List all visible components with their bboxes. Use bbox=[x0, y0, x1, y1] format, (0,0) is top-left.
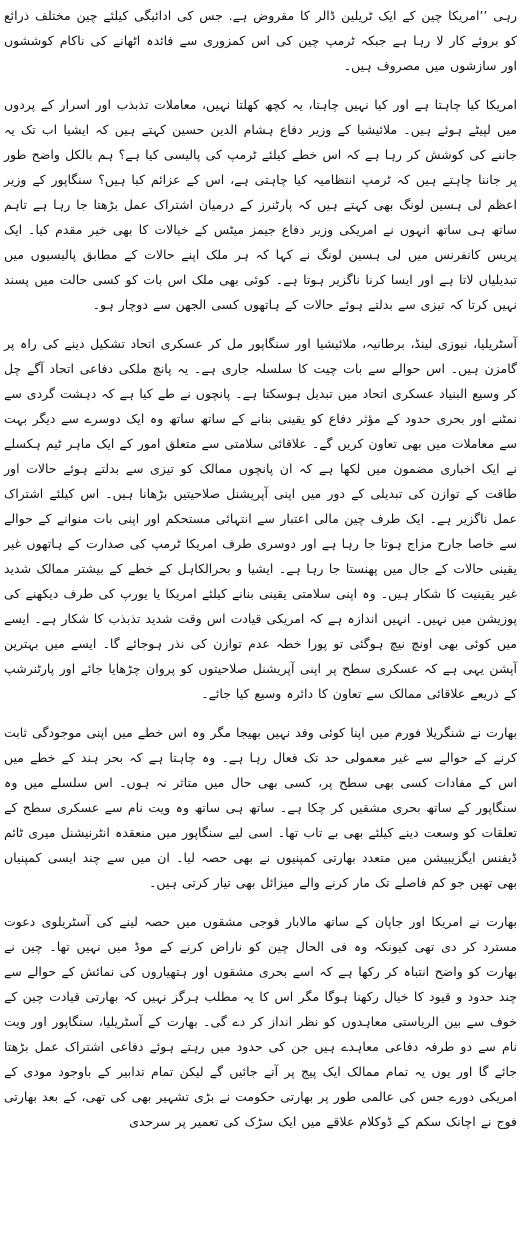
article-paragraph-3: آسٹریلیا، نیوزی لینڈ، برطانیہ، ملائیشیا اور سنگاپور مل کر عسکری اتحاد تشکیل دینے کی راہ پر گامزن ہیں۔ اس حوالے سے بات چیت کا سلسلہ جاری ہے۔ یہ پانچ ملکی دفاعی اتحاد آگے چل کر وسیع البنیاد عسکری اتحاد میں تبدیل ہوسکتا ہے۔ پانچوں نے طے کیا ہے کہ دہشت گردی سے نمٹنے اور بحری حدود کے مؤثر دفاع کو یقینی بنانے کے ساتھ ساتھ وہ ایک دوسرے سے دیگر بہت سے معاملات میں بھی تعاون کریں گے۔ علاقائی سلامتی سے متعلق امور کے ایک ماہر ٹیم ہکسلے نے ایک اخباری مضمون میں لکھا ہے کہ ان پانچوں ممالک کو تیزی سے بدلتے ہوئے حالات اور طاقت کے توازن کی تبدیلی کے دور میں اپنی آپریشنل صلاحیتیں بڑھانا ہیں۔ اس کیلئے اشتراک عمل ناگزیر ہے۔ ایک طرف چین مالی اعتبار سے انتہائی مستحکم اور اپنی بات منوانے کے حوالے سے خاصا جارح مزاج ہوتا جا رہا ہے اور دوسری طرف امریکا ٹرمپ کی صدارت کے ہاتھوں غیر یقینی حالات کے جال میں پھنستا جا رہا ہے۔ ایشیا و بحرالکاہل کے خطے کے بیشتر ممالک شدید غیر یقینیت کا شکار ہیں۔ وہ اپنی سلامتی یقینی بنانے کیلئے امریکا یا یورپ کی طرف دیکھنے کی پوزیشن میں نہیں۔ انہیں اندازہ ہے کہ امریکی قیادت اس وقت شدید تذبذب کا شکار ہے۔ ایسے میں کوئی بھی اونچ نیچ ہوگئی تو پورا خطہ عدم توازن کی نذر ہوجائے گا۔ ایسے میں بہترین آپشن یہی ہے کہ عسکری سطح پر اپنی آپریشنل صلاحیتوں کو پروان چڑھایا جائے اور پارٹنرشپ کے ذریعے علاقائی ممالک سے تعاون کا دائرہ وسیع کیا جائے۔ bbox=[4, 336, 517, 701]
article-paragraph-4: بھارت نے شنگریلا فورم میں اپنا کوئی وفد نہیں بھیجا مگر وہ اس خطے میں اپنی موجودگی ثابت کرنے کے حوالے سے غیر معمولی حد تک فعال رہا ہے۔ وہ چاہتا ہے کہ بحر ہند کے خطے میں اس کے مفادات کسی بھی سطح پر، کسی بھی حال میں متاثر نہ ہوں۔ اس سلسلے میں وہ سنگاپور کے ساتھ بحری مشقیں کر چکا ہے۔ ساتھ ہی ساتھ وہ ویت نام سے عسکری سطح کے تعلقات کو وسعت دینے کیلئے بھی بے تاب تھا۔ اسی لیے سنگاپور میں منعقدہ انٹرنیشنل میری ٹائم ڈیفنس ایگزیبیشن میں متعدد بھارتی کمپنیوں نے بھی حصہ لیا۔ ان میں سے چند ایسی کمپنیاں بھی تھیں جو کم فاصلے تک مار کرنے والے میزائل بھی تیار کرتی ہیں۔ bbox=[4, 725, 517, 890]
article-paragraph-1: رہی ’’امریکا چین کے ایک ٹریلین ڈالر کا مقروض ہے. جس کی ادائیگی کیلئے چین مختلف ذرائع کو بروئے کار لا رہا ہے جبکہ ٹرمپ چین کی اس کمزوری سے فائدہ اٹھانے کی ناکام کوششوں اور سازشوں میں مصروف ہیں۔ bbox=[4, 8, 517, 73]
article-paragraph-5: بھارت نے امریکا اور جاپان کے ساتھ مالابار فوجی مشقوں میں حصہ لینے کی آسٹریلوی دعوت مسترد کر دی تھی کیونکہ وہ فی الحال چین کو ناراض کرنے کے موڈ میں نہیں تھا۔ چین نے بھارت کو واضح انتباہ کر رکھا ہے کہ اسے بحری مشقوں اور ہتھیاروں کی نمائش کے حوالے سے چند حدود و قیود کا خیال رکھنا ہوگا مگر اس کا یہ مطلب ہرگز نہیں کہ بھارتی قیادت چین کے خوف سے بین الریاستی معاہدوں کو نظر انداز کر دے گی۔ بھارت کے آسٹریلیا، سنگاپور اور ویت نام سے دو طرفہ دفاعی معاہدے ہیں جن کی حدود میں رہتے ہوئے دفاعی اشتراک عمل بڑھتا جائے گا اور یوں یہ تمام ممالک ایک پیج پر آتے جائیں گے لیکن تمام تدابیر کے باوجود مودی کے امریکی دورے جس کی عالمی طور پر بھارتی حکومت نے بڑی تشہیر بھی کی تھی، کے بعد بھارتی فوج نے اچانک سکم کے ڈوکلام علاقے میں ایک سڑک کی تعمیر پر سرحدی bbox=[4, 914, 517, 1129]
article-paragraph-2: امریکا کیا چاہتا ہے اور کیا نہیں چاہتا، یہ کچھ کھلتا نہیں، معاملات تذبذب اور اسرار کے پردوں میں لپیٹے ہوئے ہیں۔ ملائیشیا کے وزیر دفاع ہشام الدین حسین کہتے ہیں کہ ایشیا اب تک یہ جاننے کی کوشش کر رہا ہے کہ اس خطے کیلئے ٹرمپ کی پالیسی کیا ہے؟ ہم بالکل واضح طور پر جاننا چاہتے ہیں کہ ٹرمپ انتظامیہ کیا چاہتی ہے، اس کے عزائم کیا ہیں؟ سنگاپور کے وزیر اعظم لی ہسین لونگ بھی کہتے ہیں کہ پارٹنرز کے درمیان اشتراک عمل بڑھتا جا رہا ہے تاہم ساتھ ہی ساتھ انہوں نے امریکی وزیر دفاع جیمز میٹس کے خیالات کا بھی خیر مقدم کیا۔ ایک پریس کانفرنس میں لی ہسین لونگ نے کہا کہ ہر ملک اپنے حالات کے مطابق پالیسیوں میں تبدیلیاں لاتا ہے اور ایسا کرنا ناگزیر ہوتا ہے۔ کوئی بھی ملک اس بات کو کسی حالت میں پسند نہیں کرتا کہ تیزی سے بدلتے ہوئے حالات کے ہاتھوں کسی الجھن سے دوچار ہو۔ bbox=[4, 97, 517, 312]
